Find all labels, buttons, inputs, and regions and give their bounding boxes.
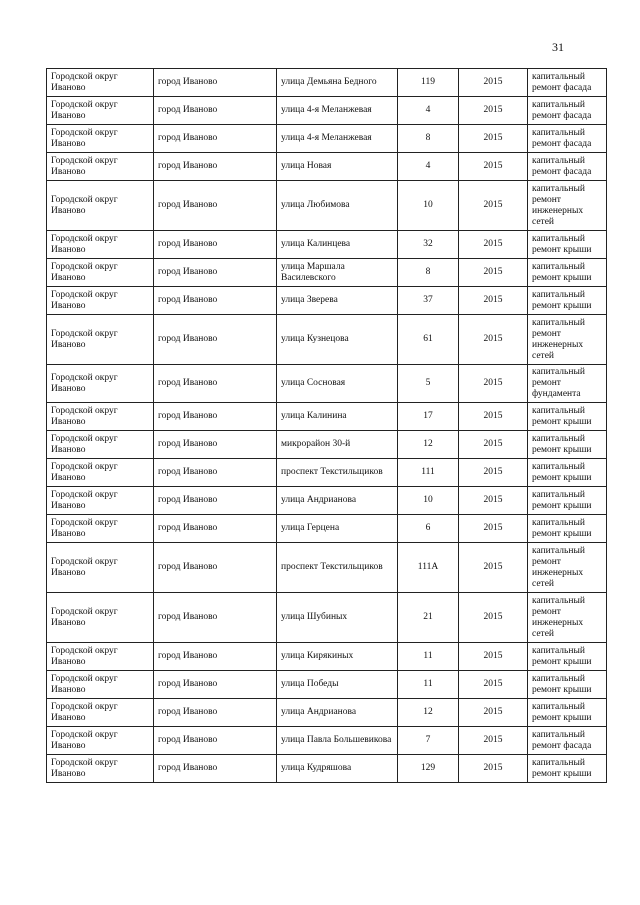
table-row [47,153,607,181]
house-number-cell: 12 [398,699,459,727]
house-number-cell: 10 [398,487,459,515]
table-row [47,671,607,699]
city-cell: город Иваново [154,125,277,153]
city-cell: город Иваново [154,315,277,365]
work-type-cell: капитальный ремонт крыши [528,231,607,259]
year-cell: 2015 [459,259,528,287]
house-number-cell: 32 [398,231,459,259]
district-cell: Городской округ Иваново [47,643,154,671]
year-cell: 2015 [459,287,528,315]
table-row [47,69,607,97]
street-cell: улица Демьяна Бедного [277,69,398,97]
table-row [47,543,607,593]
house-number-cell: 111 [398,459,459,487]
table-row [47,315,607,365]
work-type-cell: капитальный ремонт крыши [528,287,607,315]
table-row [47,643,607,671]
table-row [47,487,607,515]
table-body [47,69,607,783]
city-cell: город Иваново [154,727,277,755]
house-number-cell: 37 [398,287,459,315]
year-cell: 2015 [459,125,528,153]
table-row [47,727,607,755]
repair-schedule-table [46,68,607,783]
district-cell: Городской округ Иваново [47,699,154,727]
work-type-cell: капитальный ремонт крыши [528,431,607,459]
work-type-cell: капитальный ремонт крыши [528,259,607,287]
house-number-cell: 11 [398,671,459,699]
district-cell: Городской округ Иваново [47,181,154,231]
city-cell: город Иваново [154,403,277,431]
work-type-cell: капитальный ремонт фасада [528,125,607,153]
street-cell: улица Сосновая [277,365,398,403]
city-cell: город Иваново [154,543,277,593]
house-number-cell: 21 [398,593,459,643]
year-cell: 2015 [459,727,528,755]
year-cell: 2015 [459,97,528,125]
year-cell: 2015 [459,431,528,459]
house-number-cell: 11 [398,643,459,671]
district-cell: Городской округ Иваново [47,487,154,515]
house-number-cell: 4 [398,97,459,125]
year-cell: 2015 [459,593,528,643]
work-type-cell: капитальный ремонт крыши [528,671,607,699]
city-cell: город Иваново [154,755,277,783]
work-type-cell: капитальный ремонт крыши [528,755,607,783]
district-cell: Городской округ Иваново [47,755,154,783]
city-cell: город Иваново [154,459,277,487]
street-cell: микрорайон 30-й [277,431,398,459]
street-cell: улица Зверева [277,287,398,315]
district-cell: Городской округ Иваново [47,287,154,315]
district-cell: Городской округ Иваново [47,365,154,403]
work-type-cell: капитальный ремонт крыши [528,403,607,431]
street-cell: улица Павла Большевикова [277,727,398,755]
street-cell: улица Шубиных [277,593,398,643]
work-type-cell: капитальный ремонт инженерных сетей [528,315,607,365]
year-cell: 2015 [459,755,528,783]
city-cell: город Иваново [154,69,277,97]
street-cell: улица Андрианова [277,487,398,515]
table-row [47,431,607,459]
city-cell: город Иваново [154,181,277,231]
table-row [47,97,607,125]
work-type-cell: капитальный ремонт крыши [528,459,607,487]
year-cell: 2015 [459,403,528,431]
district-cell: Городской округ Иваново [47,431,154,459]
street-cell: улица Калинцева [277,231,398,259]
city-cell: город Иваново [154,593,277,643]
district-cell: Городской округ Иваново [47,593,154,643]
year-cell: 2015 [459,671,528,699]
district-cell: Городской округ Иваново [47,97,154,125]
table-row [47,181,607,231]
year-cell: 2015 [459,543,528,593]
street-cell: улица Маршала Василевского [277,259,398,287]
house-number-cell: 8 [398,125,459,153]
year-cell: 2015 [459,153,528,181]
year-cell: 2015 [459,365,528,403]
street-cell: улица Новая [277,153,398,181]
district-cell: Городской округ Иваново [47,727,154,755]
table-row [47,515,607,543]
table-row [47,231,607,259]
district-cell: Городской округ Иваново [47,515,154,543]
house-number-cell: 8 [398,259,459,287]
street-cell: проспект Текстильщиков [277,543,398,593]
house-number-cell: 7 [398,727,459,755]
city-cell: город Иваново [154,643,277,671]
year-cell: 2015 [459,69,528,97]
house-number-cell: 119 [398,69,459,97]
house-number-cell: 17 [398,403,459,431]
city-cell: город Иваново [154,287,277,315]
city-cell: город Иваново [154,515,277,543]
city-cell: город Иваново [154,97,277,125]
district-cell: Городской округ Иваново [47,259,154,287]
street-cell: улица Победы [277,671,398,699]
city-cell: город Иваново [154,231,277,259]
table-row [47,287,607,315]
district-cell: Городской округ Иваново [47,315,154,365]
year-cell: 2015 [459,459,528,487]
work-type-cell: капитальный ремонт крыши [528,643,607,671]
work-type-cell: капитальный ремонт крыши [528,515,607,543]
work-type-cell: капитальный ремонт фасада [528,153,607,181]
year-cell: 2015 [459,487,528,515]
year-cell: 2015 [459,315,528,365]
table-row [47,125,607,153]
table-row [47,365,607,403]
table-row [47,403,607,431]
district-cell: Городской округ Иваново [47,403,154,431]
street-cell: улица 4-я Меланжевая [277,97,398,125]
house-number-cell: 4 [398,153,459,181]
table-row [47,755,607,783]
district-cell: Городской округ Иваново [47,671,154,699]
table-row [47,259,607,287]
year-cell: 2015 [459,181,528,231]
city-cell: город Иваново [154,431,277,459]
page-number: 31 [552,40,564,54]
house-number-cell: 10 [398,181,459,231]
table-row [47,699,607,727]
table-row [47,459,607,487]
work-type-cell: капитальный ремонт инженерных сетей [528,543,607,593]
city-cell: город Иваново [154,365,277,403]
district-cell: Городской округ Иваново [47,125,154,153]
city-cell: город Иваново [154,153,277,181]
work-type-cell: капитальный ремонт крыши [528,699,607,727]
city-cell: город Иваново [154,671,277,699]
house-number-cell: 12 [398,431,459,459]
street-cell: улица 4-я Меланжевая [277,125,398,153]
street-cell: улица Калинина [277,403,398,431]
city-cell: город Иваново [154,487,277,515]
house-number-cell: 129 [398,755,459,783]
district-cell: Городской округ Иваново [47,69,154,97]
year-cell: 2015 [459,515,528,543]
work-type-cell: капитальный ремонт фасада [528,97,607,125]
work-type-cell: капитальный ремонт фундамента [528,365,607,403]
work-type-cell: капитальный ремонт инженерных сетей [528,181,607,231]
street-cell: улица Кирякиных [277,643,398,671]
street-cell: улица Кузнецова [277,315,398,365]
house-number-cell: 6 [398,515,459,543]
city-cell: город Иваново [154,699,277,727]
work-type-cell: капитальный ремонт инженерных сетей [528,593,607,643]
house-number-cell: 5 [398,365,459,403]
year-cell: 2015 [459,231,528,259]
table-row [47,593,607,643]
work-type-cell: капитальный ремонт крыши [528,487,607,515]
district-cell: Городской округ Иваново [47,153,154,181]
house-number-cell: 61 [398,315,459,365]
street-cell: улица Кудряшова [277,755,398,783]
house-number-cell: 111А [398,543,459,593]
district-cell: Городской округ Иваново [47,459,154,487]
street-cell: улица Андрианова [277,699,398,727]
district-cell: Городской округ Иваново [47,543,154,593]
work-type-cell: капитальный ремонт фасада [528,727,607,755]
year-cell: 2015 [459,699,528,727]
district-cell: Городской округ Иваново [47,231,154,259]
city-cell: город Иваново [154,259,277,287]
year-cell: 2015 [459,643,528,671]
street-cell: улица Герцена [277,515,398,543]
street-cell: проспект Текстильщиков [277,459,398,487]
street-cell: улица Любимова [277,181,398,231]
work-type-cell: капитальный ремонт фасада [528,69,607,97]
